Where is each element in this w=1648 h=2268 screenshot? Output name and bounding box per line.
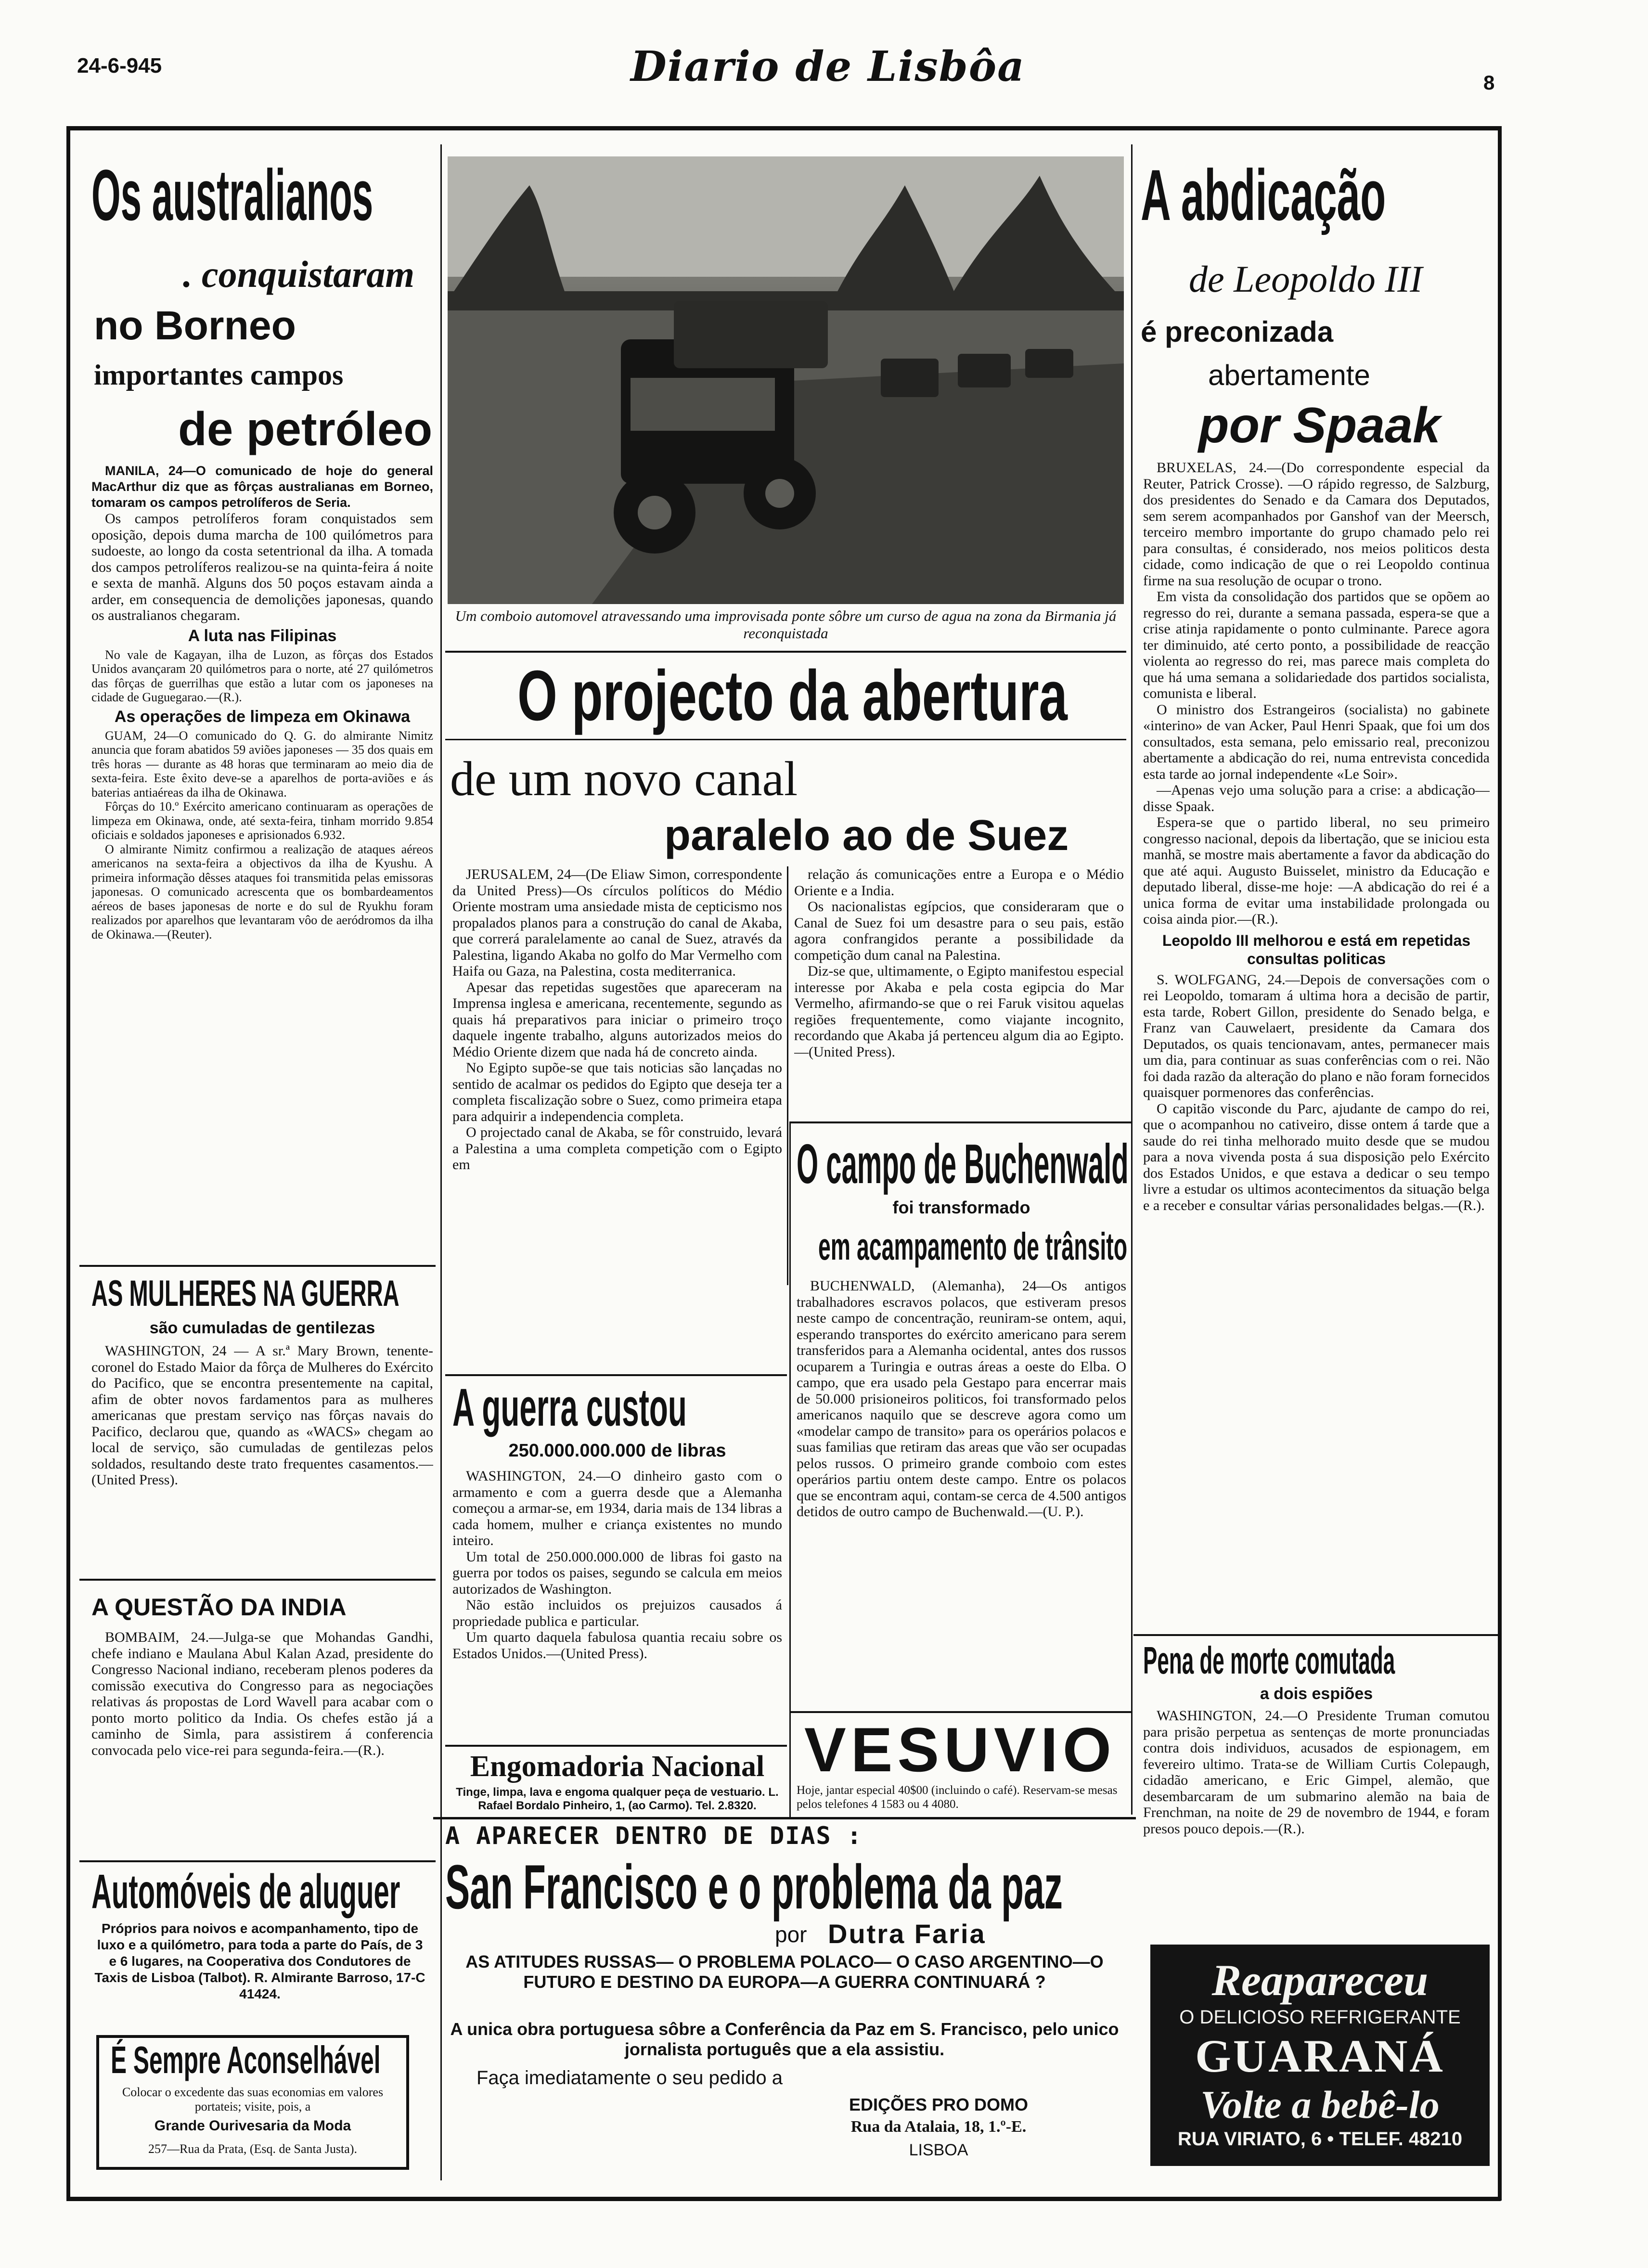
canal-paragraph-6: Os nacionalistas egípcios, que consideraram que o Canal de Suez foi um desastre para o seu pais, estão agora confrangidos perante a possibilidade da competição dum canal na Palestina. (794, 899, 1124, 963)
frame-top-rule (66, 126, 1501, 130)
divider-custou (445, 1374, 787, 1376)
guarana-text-1: Reapareceu (1211, 1956, 1429, 2005)
canal-paragraph-1: JERUSALEM, 24—(De Eliaw Simon, correspondente da United Press)—Os círculos políticos do Médio Oriente mostram uma ansiedade mista de cepticismo nos propalados planos para a construção do canal de Akaba, que correrá paralelamente ao canal de Suez, através da Palestina, ligando Akaba no golfo do Mar Vermelho com Haifa ou Gaza, na Palestina, costa mediterranica. (452, 866, 782, 979)
divider-india (79, 1579, 436, 1581)
engomadoria-headline: Engomadoria Nacional (470, 1750, 765, 1783)
divider-mulheres (79, 1265, 436, 1267)
buchenwald-subhead-1: foi transformado (892, 1198, 1030, 1217)
custou-paragraph-1: WASHINGTON, 24.—O dinheiro gasto com o armamento e com a guerra desde que a Alemanha começou a armar-se, em 1934, daria mais de 134 libras a cada homem, mulher e criança existentes no mundo inteiro. (452, 1468, 782, 1548)
page-number: 8 (1483, 71, 1495, 94)
australianos-subhead-petroleo: de petróleo (178, 402, 433, 455)
ourivesaria-text-2: Grande Ourivesaria da Moda (154, 2118, 351, 2134)
frame-right-rule (1498, 126, 1502, 2201)
sanfrancisco-topics: AS ATITUDES RUSSAS— O PROBLEMA POLACO— O CASO ARGENTINO—O FUTURO E DESTINO DA EUROPA—A GUERRA CONTINUARÁ ? (465, 1952, 1104, 1992)
ourivesaria-text-1: Colocar o excedente das suas economias em valores portateis; visite, pois, a (122, 2085, 384, 2113)
leopoldo-subhead-1: de Leopoldo III (1189, 258, 1423, 300)
canal-subhead-2: paralelo ao de Suez (664, 812, 1069, 860)
canal-paragraph-3: No Egipto supõe-se que tais noticias são lançadas no sentido de acalmar os pedidos do Egipto que deseja ter a completa fiscalização sobre o Suez, como primeira etapa para adquirir a independencia completa. (452, 1060, 782, 1124)
divider-pena (1133, 1634, 1498, 1636)
divider-sanfrancisco (433, 1817, 1136, 1819)
automoveis-headline: Automóveis de aluguer (91, 1865, 400, 1919)
canal-headline: O projecto da abertura (517, 656, 1068, 735)
sanfrancisco-city: LISBOA (909, 2141, 968, 2159)
custou-subhead: 250.000.000.000 de libras (508, 1441, 726, 1461)
canal-paragraph-5: relação ás comunicações entre a Europa e o Médio Oriente e a India. (794, 866, 1124, 899)
pena-paragraph: WASHINGTON, 24.—O Presidente Truman comutou para prisão perpetua as sentenças de morte pronunciadas contra dois individuos, acusados de espionagem, em fevereiro ultimo. Trata-se de William Curtis Colepaugh, cidadão americano, e Eric Gimpel, alemão, que desembarcaram de um submarino alemão na baia de Frenchman, na noite de 29 de novembro de 1944, e foram presos pouco depois.—(R.). (1143, 1708, 1490, 1837)
mulheres-subhead: são cumuladas de gentilezas (149, 1319, 375, 1337)
sanfrancisco-order: Faça imediatamente o seu pedido a (476, 2067, 783, 2088)
canal-column-1 (452, 866, 782, 1372)
australianos-lead: MANILA, 24—O comunicado de hoje do general MacArthur diz que as fôrças australianas em Borneo, tomaram os campos petrolíferos de Seria. (91, 464, 433, 510)
india-paragraph: BOMBAIM, 24.—Julga-se que Mohandas Gandhi, chefe indiano e Maulana Abul Kalan Azad, presidente do Congresso Nacional indiano, receberam plenos poderes da comissão executiva do Congresso para as negociações relativas ás propostas de Lord Wavell para acabar com o ponto morto politico da India. Os chefes estão já a caminho de Simla, para assistirem á conferencia convocada pelo vice-rei para segunda-feira.—(R.). (91, 1629, 433, 1758)
australianos-subhead-borneo: no Borneo (94, 303, 296, 348)
australianos-paragraph: Os campos petrolíferos foram conquistados sem oposição, depois duma marcha de 100 quilómetros para sudoeste, ao longo da costa setentrional da ilha. A tomada dos campos petrolíferos realizou-se na quinta-feira á noite e sexta de manhã. Alguns dos 50 poços estavam ainda a arder, em consequencia de demolições japonesas, quando os australianos chegaram. (91, 511, 433, 623)
sanfrancisco-title: San Francisco e o problema da paz (445, 1852, 1063, 1922)
buchenwald-paragraph: BUCHENWALD, (Alemanha), 24—Os antigos trabalhadores escravos polacos, que estiveram presos neste campo de concentração, reuniram-se ontem, aqui, esperando transportes do exército americano para serem transferidos para a Alemanha ocidental, antes dos russos ocuparem a Turingia e outras áreas a oeste do Elba. O campo, que era usado pela Gestapo para encerrar mais de 50.000 prisioneiros politicos, foi transformado pelos americanos naquilo que se descreve agora como um «modelar campo de transito» para os operários polacos e suas familias que retiram das areas que vão ser ocupadas pelos russos. O primeiro grande comboio com estes operários partiu ontem deste campo. Entre os polacos que se encontram aqui, contam-se cerca de 4.500 antigos detidos de outro campo de Buchenwald.—(U. P.). (797, 1278, 1126, 1520)
custou-paragraph-2: Um total de 250.000.000.000 de libras foi gasto na guerra por todos os paises, segundo se calcula em meios autorizados de Washington. (452, 1548, 782, 1597)
india-article (91, 1629, 433, 1856)
guarana-ad (1150, 1945, 1490, 2166)
divider-canal-mid (445, 739, 1126, 740)
ourivesaria-text-3: 257—Rua da Prata, (Esq. de Santa Justa). (148, 2142, 357, 2156)
leopoldo-subhead-3: abertamente (1208, 359, 1370, 391)
leopoldo-paragraph-7: O capitão visconde du Parc, ajudante de campo do rei, que o acompanhou no cativeiro, disse ontem á tarde que a saude do rei tinha melhorado muito desde que se mudou para a nova vivenda posta á sua disposição pelo Exército dos Estados Unidos, e que estava a dedicar o seu tempo livre a estudar os ultimos acontecimentos da situação belga e a receber e consultar várias personalidades belgas.—(R.). (1143, 1100, 1490, 1213)
custou-headline: A guerra custou (452, 1378, 687, 1437)
leopoldo-paragraph-5: Espera-se que o partido liberal, no seu primeiro congresso nacional, depois da libertação, que se iniciou esta manhã, se mostre mais abertamente a favor da abdicação do que até aqui. Augusto Buisselet, ministro da Educação e deputado liberal, disse-me hoje: —A abdicação do rei é a unica forma de evitar uma instabilidade prolongada ou coisa ainda pior.—(R.). (1143, 814, 1490, 927)
divider-engomadoria (445, 1745, 787, 1747)
sanfrancisco-author: Dutra Faria (828, 1919, 986, 1949)
masthead-title: Diario de Lisbôa (631, 42, 1025, 91)
column-rule-1 (440, 144, 442, 2180)
buchenwald-subhead-2: em acampamento de trânsito (818, 1225, 1128, 1268)
convoy-photo (448, 156, 1124, 604)
australianos-subhead-conquistaram: . conquistaram (183, 253, 415, 295)
divider-buchenwald (789, 1121, 1131, 1123)
leopoldo-paragraph-6: S. WOLFGANG, 24.—Depois de conversações com o rei Leopoldo, tomaram á ultima hora a decisão de partir, esta tarde, Robert Gillon, presidente do Senado belga, e Franz van Cauwelaert, presidente da Camara dos Deputados, os quais tencionavam, antes, permanecer mais um dia, para continuar as suas conferências com o rei. Não foi dada razão da alteração do plano e não foram fornecidos quaisquer pormenores das conferências. (1143, 971, 1490, 1100)
divider-canal-top (445, 651, 1126, 653)
frame-left-rule (66, 126, 70, 2201)
column-rule-2 (1131, 144, 1133, 1815)
photo-caption: Um comboio automovel atravessando uma improvisada ponte sôbre um curso de agua na zona da Birmania já reconquistada (455, 607, 1117, 642)
leopoldo-paragraph-1: BRUXELAS, 24.—(Do correspondente especial da Reuter, Patrick Crosse). —O rápido regresso, de Salzburg, dos presidentes do Senado e da Camara dos Deputados, sem serem acompanhados por Ganshof van der Meersch, terceiro membro importante do grupo chamado pelo rei para consultas, é considerado, nos meios politicos desta cidade, como indicação de que o rei Leopoldo continua firme na sua resolução de ocupar o trono. (1143, 460, 1490, 589)
ourivesaria-headline: É Sempre Aconselhável (111, 2038, 381, 2081)
sanfrancisco-publisher: EDIÇÕES PRO DOMO (849, 2095, 1029, 2114)
guarana-text-3: GUARANÁ (1195, 2030, 1445, 2082)
frame-bottom-rule (66, 2197, 1501, 2201)
canal-column-rule (787, 866, 788, 1285)
leopoldo-paragraph-3: O ministro dos Estrangeiros (socialista) no gabinete «interino» de van Acker, Paul Henri Spaak, que foi um dos consultados, esta semana, pelo emissario real, preconizou abertamente a abdicação do rei, numa entrevista concedida esta tarde ao jornal independente «Le Soir». (1143, 701, 1490, 782)
leopoldo-paragraph-2: Em vista da consolidação dos partidos que se opõem ao regresso do rei, durante a semana passada, espera-se que a crise atinja rapidamente o ponto culminante. Parece agora ter diminuido, até certo ponto, a possibilidade de reacção violenta ao regresso do rei, mas parece mais completa do que há uma semana a solidariedade dos partidos socialista, comunista e liberal. (1143, 589, 1490, 701)
convoy-photo-drawing (448, 156, 1124, 604)
sanfrancisco-by: por (775, 1922, 807, 1947)
australianos-subhead-campos: importantes campos (94, 359, 344, 391)
canal-paragraph-4: O projectado canal de Akaba, se fôr construido, levará a Palestina a uma completa competição com o Egipto em (452, 1124, 782, 1173)
pena-article (1143, 1708, 1490, 1927)
okinawa-paragraph-2: Fôrças do 10.º Exército americano continuaram as operações de limpeza em Okinawa, onde, até sexta-feira, tinham morrido 9.854 oficiais e soldados japoneses e aprisionados 6.932. (91, 799, 433, 842)
leopoldo-article (1143, 460, 1490, 1629)
leopoldo-subhead-2: é preconizada (1141, 316, 1334, 348)
okinawa-subhead: As operações de limpeza em Okinawa (114, 707, 411, 726)
sanfrancisco-kicker: A APARECER DENTRO DE DIAS : (445, 1822, 863, 1850)
engomadoria-text: Tinge, limpa, lava e engoma qualquer peça de vestuario. L. Rafael Bordalo Pinheiro, 1, (ao Carmo). Tel. 2.8320. (456, 1786, 779, 1812)
divider-automoveis (79, 1860, 436, 1862)
pena-subhead: a dois espiões (1260, 1685, 1373, 1703)
leopoldo-subhead-5: Leopoldo III melhorou e está em repetidas consultas politicas (1162, 931, 1471, 967)
canal-paragraph-7: Diz-se que, ultimamente, o Egipto manifestou especial interesse por Akaba e pela costa egipcia do Mar Vermelho, afirmando-se que o rei Faruk visitou aquelas regiões frequentemente, como viajante incognito, recordando que Akaba já pertenceu algum dia ao Egipto.—(United Press). (794, 963, 1124, 1060)
india-headline: A QUESTÃO DA INDIA (91, 1594, 347, 1621)
mulheres-paragraph: WASHINGTON, 24 — A sr.ª Mary Brown, tenente-coronel do Estado Maior da fôrça de Mulheres do Exército do Pacifico, que se encontra presentemente na capital, afim de obter novos fardamentos para as mulheres americanas que prestam serviço nas fôrças navais do Pacifico, declarou que, quando as «WACS» chegam ao local de serviço, são cumuladas de gentilezas pelos soldados, resultando deste trato frequentes casamentos.—(United Press). (91, 1343, 433, 1488)
buchenwald-article (797, 1278, 1126, 1706)
guarana-text-5: RUA VIRIATO, 6 • TELEF. 48210 (1177, 2128, 1463, 2150)
vesuvio-headline: VESUVIO (804, 1714, 1116, 1785)
mulheres-article (91, 1343, 433, 1564)
custou-article (452, 1468, 782, 1747)
leopoldo-headline: A abdicação (1141, 155, 1386, 235)
guarana-text-2: O DELICIOSO REFRIGERANTE (1179, 2007, 1461, 2028)
custou-paragraph-4: Um quarto daquela fabulosa quantia recaiu sobre os Estados Unidos.—(United Press). (452, 1629, 782, 1662)
masthead-date: 24-6-945 (77, 54, 162, 77)
okinawa-paragraph-3: O almirante Nimitz confirmou a realização de ataques aéreos americanos na sexta-feira a objectivos da ilha de Kyushu. A primeira informação dêsses ataques foi transmitida pelas emissoras japonesas. O comunicado acrescenta que os bombardeamentos aéreos de bases japonesas de norte e do sul de Ryukhu foram realizados por aparelhos que levantaram vôo de aeródromos da ilha de Okinawa.—(Reuter). (91, 842, 433, 941)
filipinas-subhead: A luta nas Filipinas (188, 626, 337, 645)
okinawa-paragraph-1: GUAM, 24—O comunicado do Q. G. do almirante Nimitz anuncia que foram abatidos 59 aviões japoneses — 35 dos quais em três horas — durante as 48 horas que terminaram ao meio dia de sexta-feira. Este êxito deve-se a aparelhos de porta-aviões e ás baterias antiaéreas da ilha de Okinawa. (91, 728, 433, 799)
sanfrancisco-blurb: A unica obra portuguesa sôbre a Conferência da Paz em S. Francisco, pelo unico jornalista português que a ela assistiu. (450, 2019, 1119, 2059)
australianos-headline: Os australianos (91, 155, 373, 235)
australianos-article (91, 463, 433, 1262)
canal-paragraph-2: Apesar das repetidas sugestões que apareceram na Imprensa inglesa e americana, recentemente, segundo as quais há preparativos para iniciar o primeiro troço daquele ingente trabalho, alguns autorizados meios do Médio Oriente dizem que nada há de concreto ainda. (452, 979, 782, 1060)
buchenwald-headline: O campo de Buchenwald (797, 1133, 1129, 1195)
pena-headline: Pena de morte comutada (1143, 1639, 1395, 1682)
sanfrancisco-address: Rua da Atalaia, 18, 1.º-E. (850, 2118, 1027, 2136)
canal-subhead-1: de um novo canal (450, 752, 798, 806)
automoveis-text: Próprios para noivos e acompanhamento, tipo de luxo e a quilómetro, para toda a parte do País, de 3 e 6 lugares, na Cooperativa dos Condutores de Taxis de Lisboa (Talbot). R. Almirante Barroso, 17-C 41424. (94, 1921, 425, 2001)
vesuvio-text: Hoje, jantar especial 40$00 (incluindo o café). Reservam-se mesas pelos telefones 4 1583 ou 4 4080. (797, 1784, 1118, 1811)
guarana-text-4: Volte a bebê-lo (1200, 2083, 1440, 2126)
filipinas-paragraph: No vale de Kagayan, ilha de Luzon, as fôrças dos Estados Unidos avançaram 20 quilómetros para o norte, até 27 quilómetros das fôrças de guerrilhas que estão a lutar com os japoneses na cidade de Guguegarao.—(R.). (91, 647, 433, 704)
divider-vesuvio (789, 1711, 1131, 1713)
custou-paragraph-3: Não estão incluidos os prejuizos causados á propriedade publica e particular. (452, 1597, 782, 1629)
leopoldo-subhead-4: por Spaak (1198, 398, 1441, 453)
leopoldo-paragraph-4: —Apenas vejo uma solução para a crise: a abdicação—disse Spaak. (1143, 782, 1490, 814)
mulheres-headline: AS MULHERES NA GUERRA (91, 1273, 399, 1314)
